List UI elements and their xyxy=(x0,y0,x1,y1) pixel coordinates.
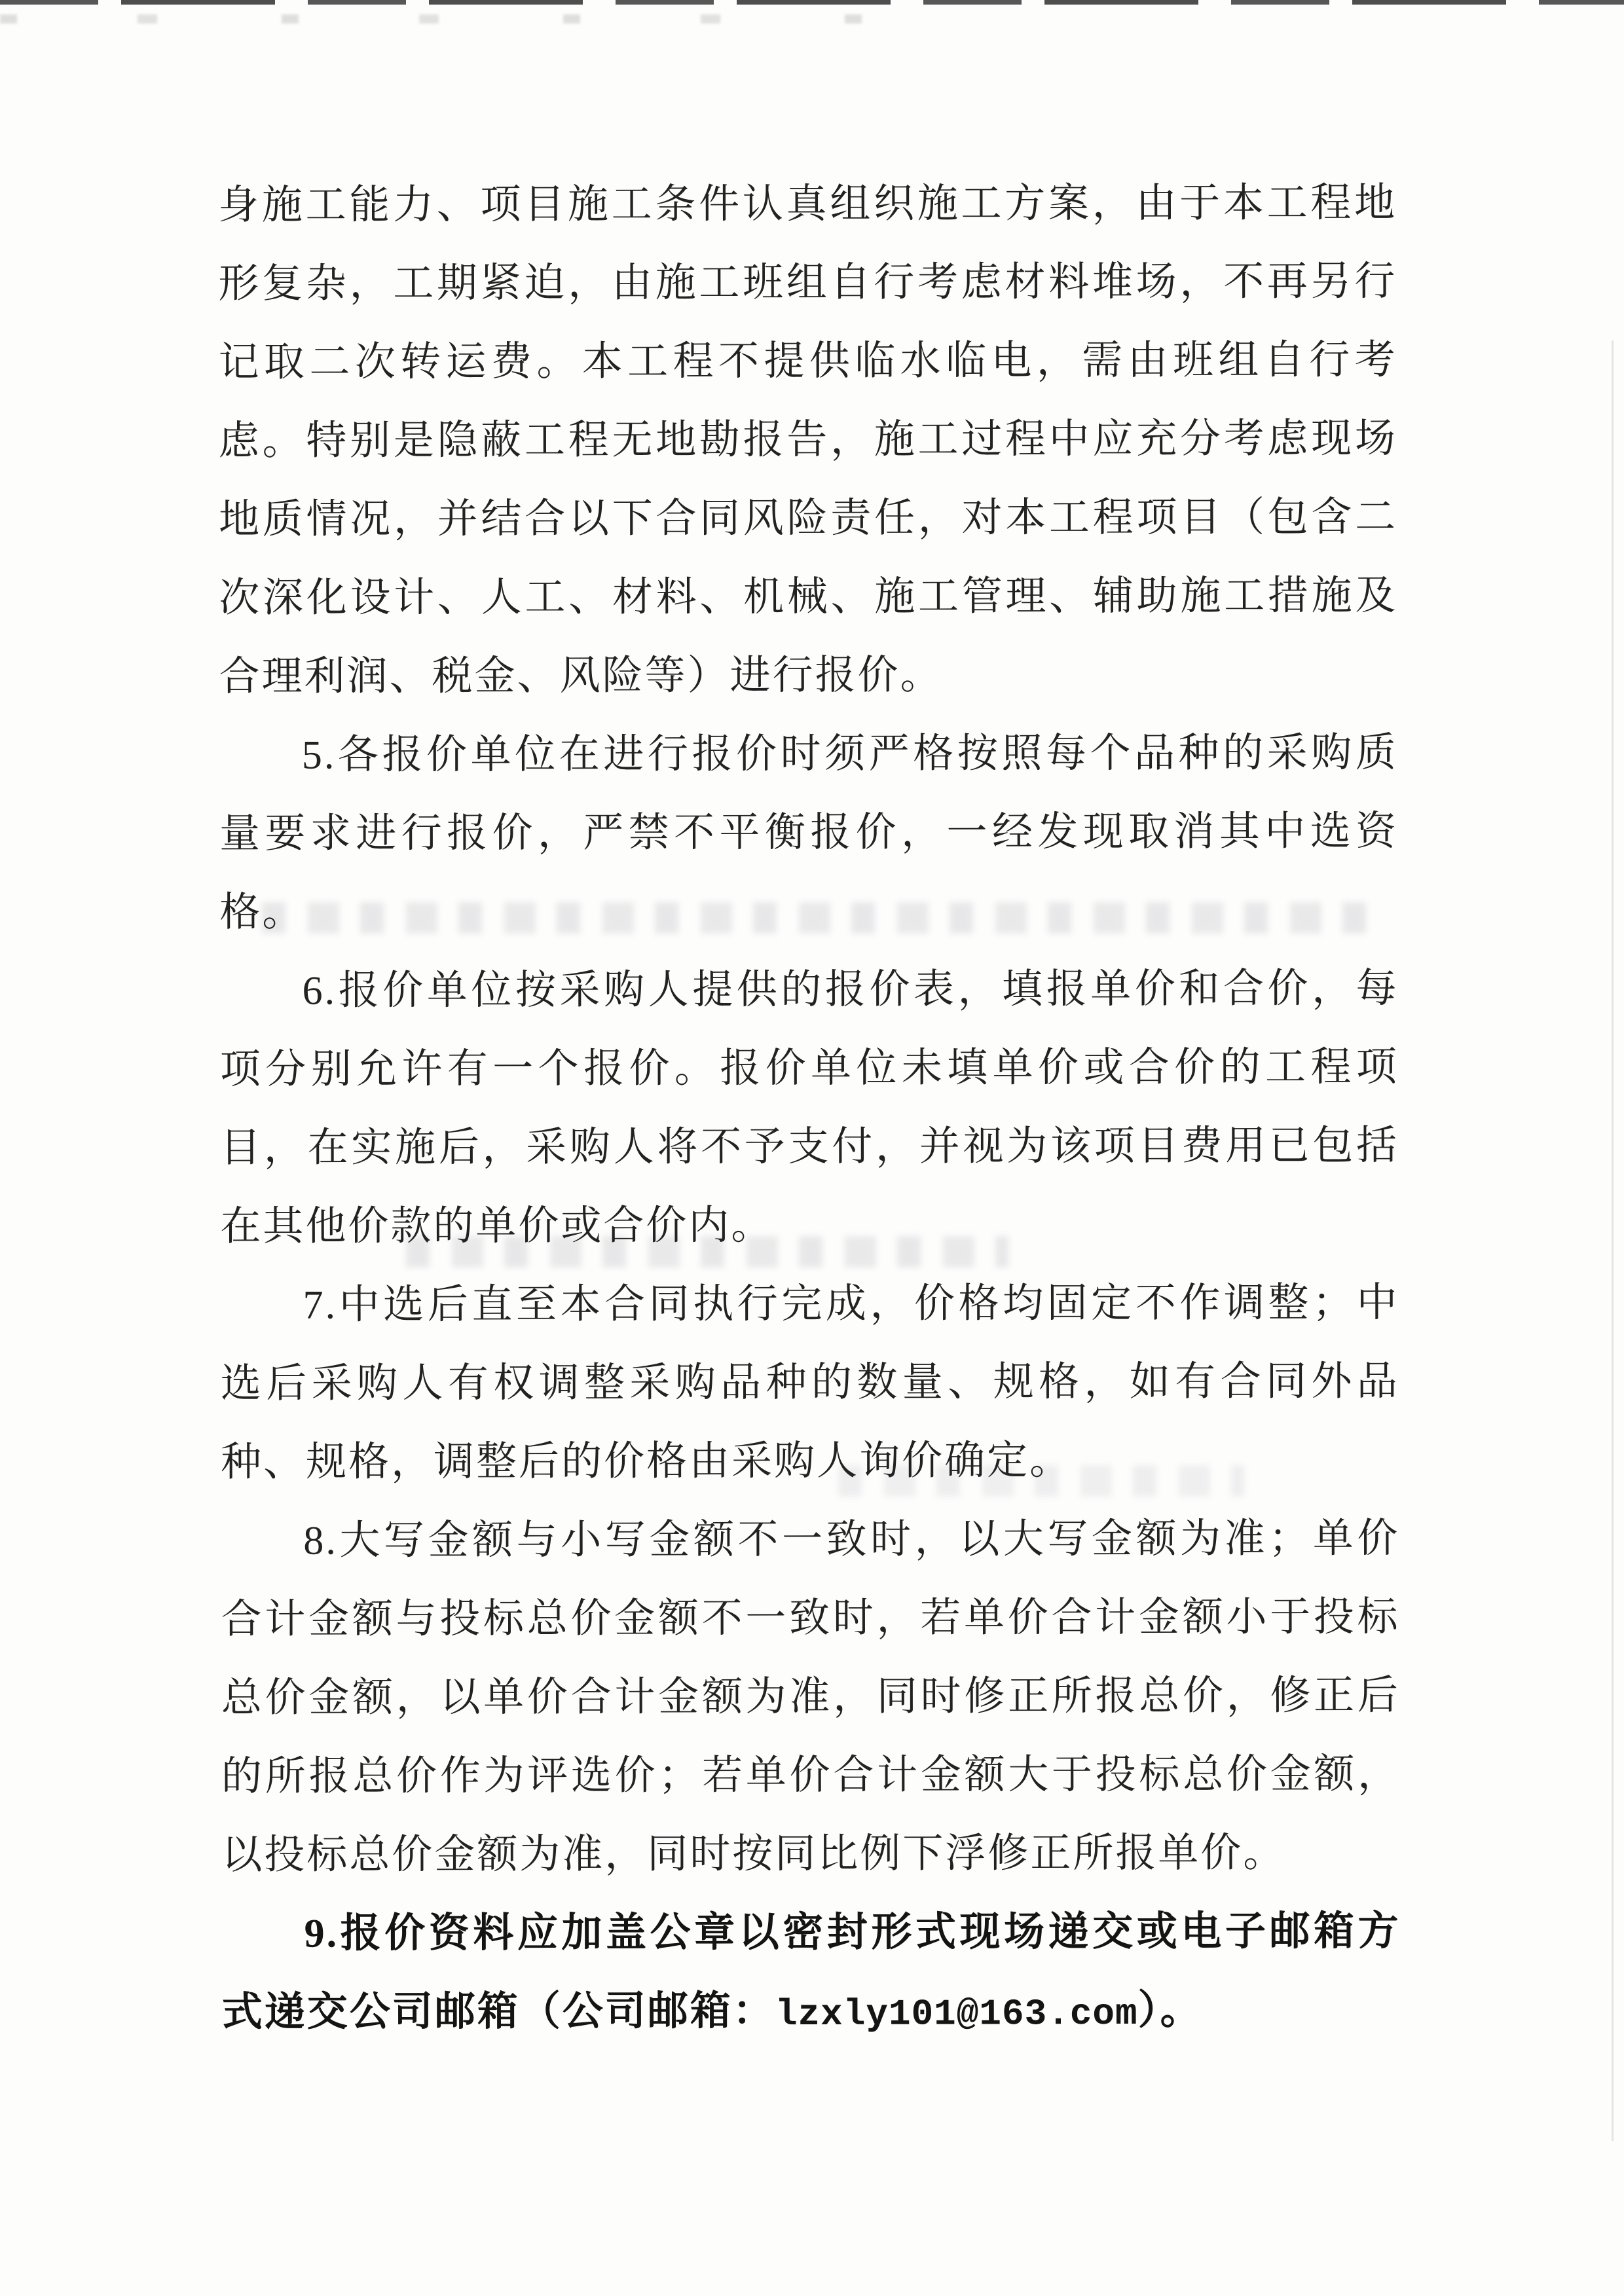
company-email-address: lzxly101@163.com xyxy=(775,1992,1138,2036)
paragraph-item-7: 7.中选后直至本合同执行完成，价格均固定不作调整；中选后采购人有权调整采购品种的数量、规格，如有合同外品种、规格，调整后的价格由采购人询价确定。 xyxy=(220,1281,1399,1485)
item-9-tail-text: ）。 xyxy=(1137,1988,1203,2033)
document-text-block xyxy=(218,164,1401,2055)
paragraph-item-8: 8.大写金额与小写金额不一致时，以大写金额为准；单价合计金额与投标总价金额不一致时，若单价合计金额小于投标总价金额，以单价合计金额为准，同时修正所报总价，修正后的所报总价作为评选价；若单价合计金额大于投标总价金额，以投标总价金额为准，同时按同比例下浮修正所报单价。 xyxy=(221,1516,1401,1878)
scan-artifact-top-specks xyxy=(0,14,982,24)
scan-artifact-right-edge xyxy=(1612,340,1614,2141)
paragraph-item-5: 5.各报价单位在进行报价时须严格按照每个品种的采购质量要求进行报价，严禁不平衡报价，一经发现取消其中选资格。 xyxy=(219,731,1399,935)
scan-artifact-top-edge xyxy=(0,0,1624,5)
paragraph-item-9 xyxy=(222,1892,1401,2055)
item-9-lead-text: 9.报价资料应加盖公章以密封形式现场递交或电子邮箱方式递交公司邮箱（公司邮箱： xyxy=(221,1909,1401,2035)
paragraph-item-6: 6.报价单位按采购人提供的报价表，填报单价和合价，每项分别允许有一个报价。报价单位未填单价或合价的工程项目，在实施后，采购人将不予支付，并视为该项目费用已包括在其他价款的单价或合价内。 xyxy=(219,966,1399,1249)
paragraph-continuation: 身施工能力、项目施工条件认真组织施工方案，由于本工程地形复杂，工期紧迫，由施工班组自行考虑材料堆场，不再另行记取二次转运费。本工程不提供临水临电，需由班组自行考虑。特别是隐蔽工程无地勘报告，施工过程中应充分考虑现场地质情况，并结合以下合同风险责任，对本工程项目（包含二次深化设计、人工、材料、机械、施工管理、辅助施工措施及合理利润、税金、风险等）进行报价。 xyxy=(218,181,1398,699)
